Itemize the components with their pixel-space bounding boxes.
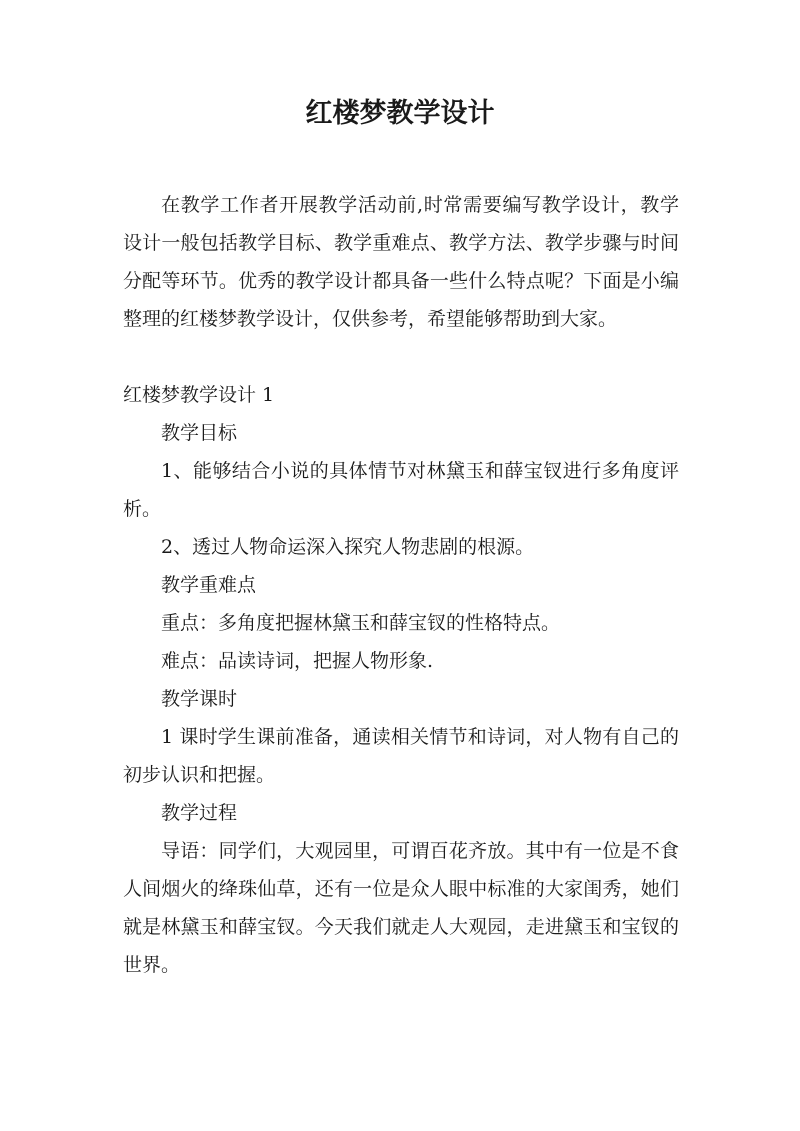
key-point-focus: 重点：多角度把握林黛玉和薛宝钗的性格特点。 — [161, 612, 561, 634]
document-body — [123, 186, 679, 984]
document-title: 红楼梦教学设计 — [305, 98, 495, 129]
objective-item-1: 1、能够结合小说的具体情节对林黛玉和薛宝钗进行多角度评析。 — [123, 460, 679, 520]
key-point-difficulty: 难点：品读诗词，把握人物形象. — [161, 650, 434, 672]
intro-paragraph: 在教学工作者开展教学活动前,时常需要编写教学设计，教学设计一般包括教学目标、教学重难点、教学方法、教学步骤与时间分配等环节。优秀的教学设计都具备一些什么特点呢？下面是小编整理的红楼梦教学设计，仅供参考，希望能够帮助到大家。 — [123, 194, 679, 330]
lead-in-paragraph: 导语：同学们，大观园里，可谓百花齐放。其中有一位是不食人间烟火的绛珠仙草，还有一位是众人眼中标准的大家闺秀，她们就是林黛玉和薛宝钗。今天我们就走人大观园，走进黛玉和宝钗的世界。 — [123, 840, 679, 976]
heading-objectives: 教学目标 — [161, 422, 238, 444]
objective-item-2: 2、透过人物命运深入探究人物悲剧的根源。 — [161, 536, 535, 558]
heading-teaching-process: 教学过程 — [161, 802, 238, 824]
class-hours-text: 1 课时学生课前准备，通读相关情节和诗词，对人物有自己的初步认识和把握。 — [123, 726, 679, 786]
section-heading: 红楼梦教学设计 1 — [123, 384, 275, 406]
heading-class-hours: 教学课时 — [161, 688, 238, 710]
heading-key-points: 教学重难点 — [161, 574, 257, 596]
